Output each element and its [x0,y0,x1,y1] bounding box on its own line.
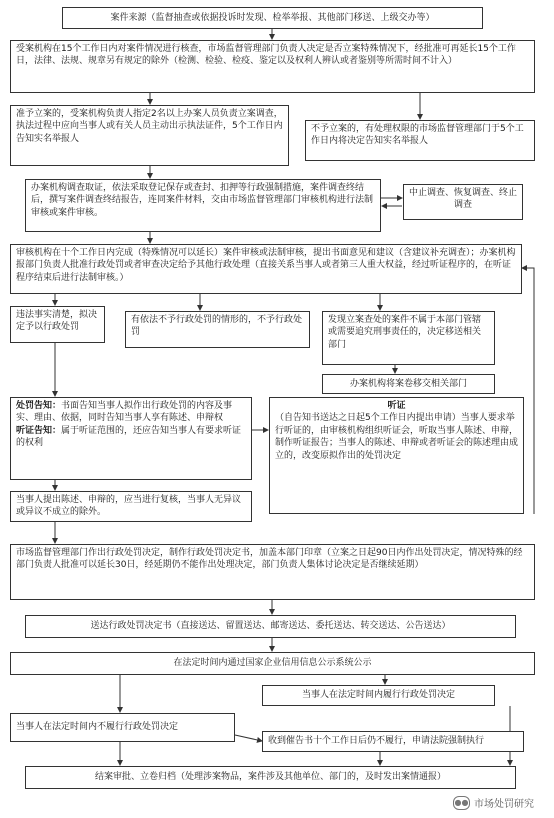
register-check-box: 受案机构在15个工作日内对案件情况进行核查，市场监督管理部门负责人决定是否立案特殊情况下，经批准可再延长15个工作日，法律、法规、规章另有规定的除外（检测、检验、检疫、鉴定以及权利人辨认或者鉴别等所需时间不计入） [10,40,535,93]
publicize-box: 在法定时间内通过国家企业信用信息公示系统公示 [10,652,535,675]
fulfilled-box: 当事人在法定时间内履行行政处罚决定 [262,685,495,706]
wechat-icon: ●● [453,796,470,810]
transfer-dossier-box: 办案机构将案卷移交相关部门 [322,374,495,394]
deliver-decision-box: 送达行政处罚决定书（直接送达、留置送达、邮寄送达、委托送达、转交送达、公告送达） [25,615,516,638]
case-closing-box: 结案审批、立卷归档（处理涉案物品，案件涉及其他单位、部门的，及时发出案情通报） [25,766,516,789]
penalty-notice-text: 书面告知当事人拟作出行政处罚的内容及事实、理由、依据，同时告知当事人享有陈述、申辩权 [16,401,233,424]
hearing-box [269,397,524,514]
watermark [453,795,534,810]
penalty-decision-box: 市场监督管理部门作出行政处罚决定，制作行政处罚决定书，加盖本部门印章（立案之日起90日内作出处罚决定，情况特殊的经部门负责人批准可以延长30日，经延期仍不能作出处理决定，部门负责人集体讨论决定是否继续延期） [10,544,535,600]
penalty-notice-label: 处罚告知： [16,401,62,411]
no-penalty-box: 有依法不予行政处罚的情形的，不予行政处罚 [125,311,310,348]
suspend-investigation-box: 中止调查、恢复调查、终止调查 [403,184,523,220]
statement-defense-box: 当事人提出陈述、申辩的，应当进行复核，当事人无异议或异议不成立的除外。 [10,491,252,522]
transfer-case-box: 发现立案查处的案件不属于本部门管辖或需要追究刑事责任的，决定移送相关部门 [322,311,495,365]
hearing-text: （自告知书送达之日起5个工作日内提出申请）当事人要求举行听证的，由审核机构组织听证会，听取当事人陈述、申辩，制作听证报告；当事人的陈述、申辩或者听证会的陈述理由成立的，改变原拟作出的处罚决定 [275,413,519,461]
penalty-notice-box [10,397,252,480]
watermark-text: 市场处罚研究 [474,799,534,810]
not-fulfilled-box: 当事人在法定时间内不履行行政处罚决定 [10,713,235,742]
court-enforcement-box: 收到催告书十个工作日后仍不履行，申请法院强制执行 [262,731,524,752]
intend-penalty-box: 违法事实清楚，拟决定予以行政处罚 [10,306,105,343]
investigation-box: 办案机构调查取证，依法采取登记保存或查封、扣押等行政强制措施，案件调查终结后，撰写案件调查终结报告，连同案件材料，交由市场监督管理部门审核机构进行法制审核或案件审核。 [25,179,381,232]
reject-case-box: 不予立案的，有处理权限的市场监督管理部门于5个工作日内将决定告知实名举报人 [305,120,535,161]
hearing-title: 听证 [387,401,406,411]
arrow-notfulfill-enforce [235,735,262,741]
hearing-notice-text: 属于听证范围的，还应告知当事人有要求听证的权利 [16,425,242,449]
case-source-box: 案件来源（监督抽查或依据投诉时发现、检举举报、其他部门移送、上级交办等） [62,7,483,29]
approve-case-box: 准予立案的，受案机构负责人指定2名以上办案人员负责立案调查，执法过程中应向当事人或有关人员主动出示执法证件，5个工作日内告知实名举报人 [10,105,289,166]
legal-review-box: 审核机构在十个工作日内完成（特殊情况可以延长）案件审核或法制审核，提出书面意见和建议（含建议补充调查）；办案机构报部门负责人批准行政处罚或者审查决定给予其他行政处理（直接关系当事人或者第三人重大权益，经过听证程序的，在听证程序结束后进行法制审核。） [10,244,522,294]
hearing-notice-label: 听证告知： [16,425,62,436]
